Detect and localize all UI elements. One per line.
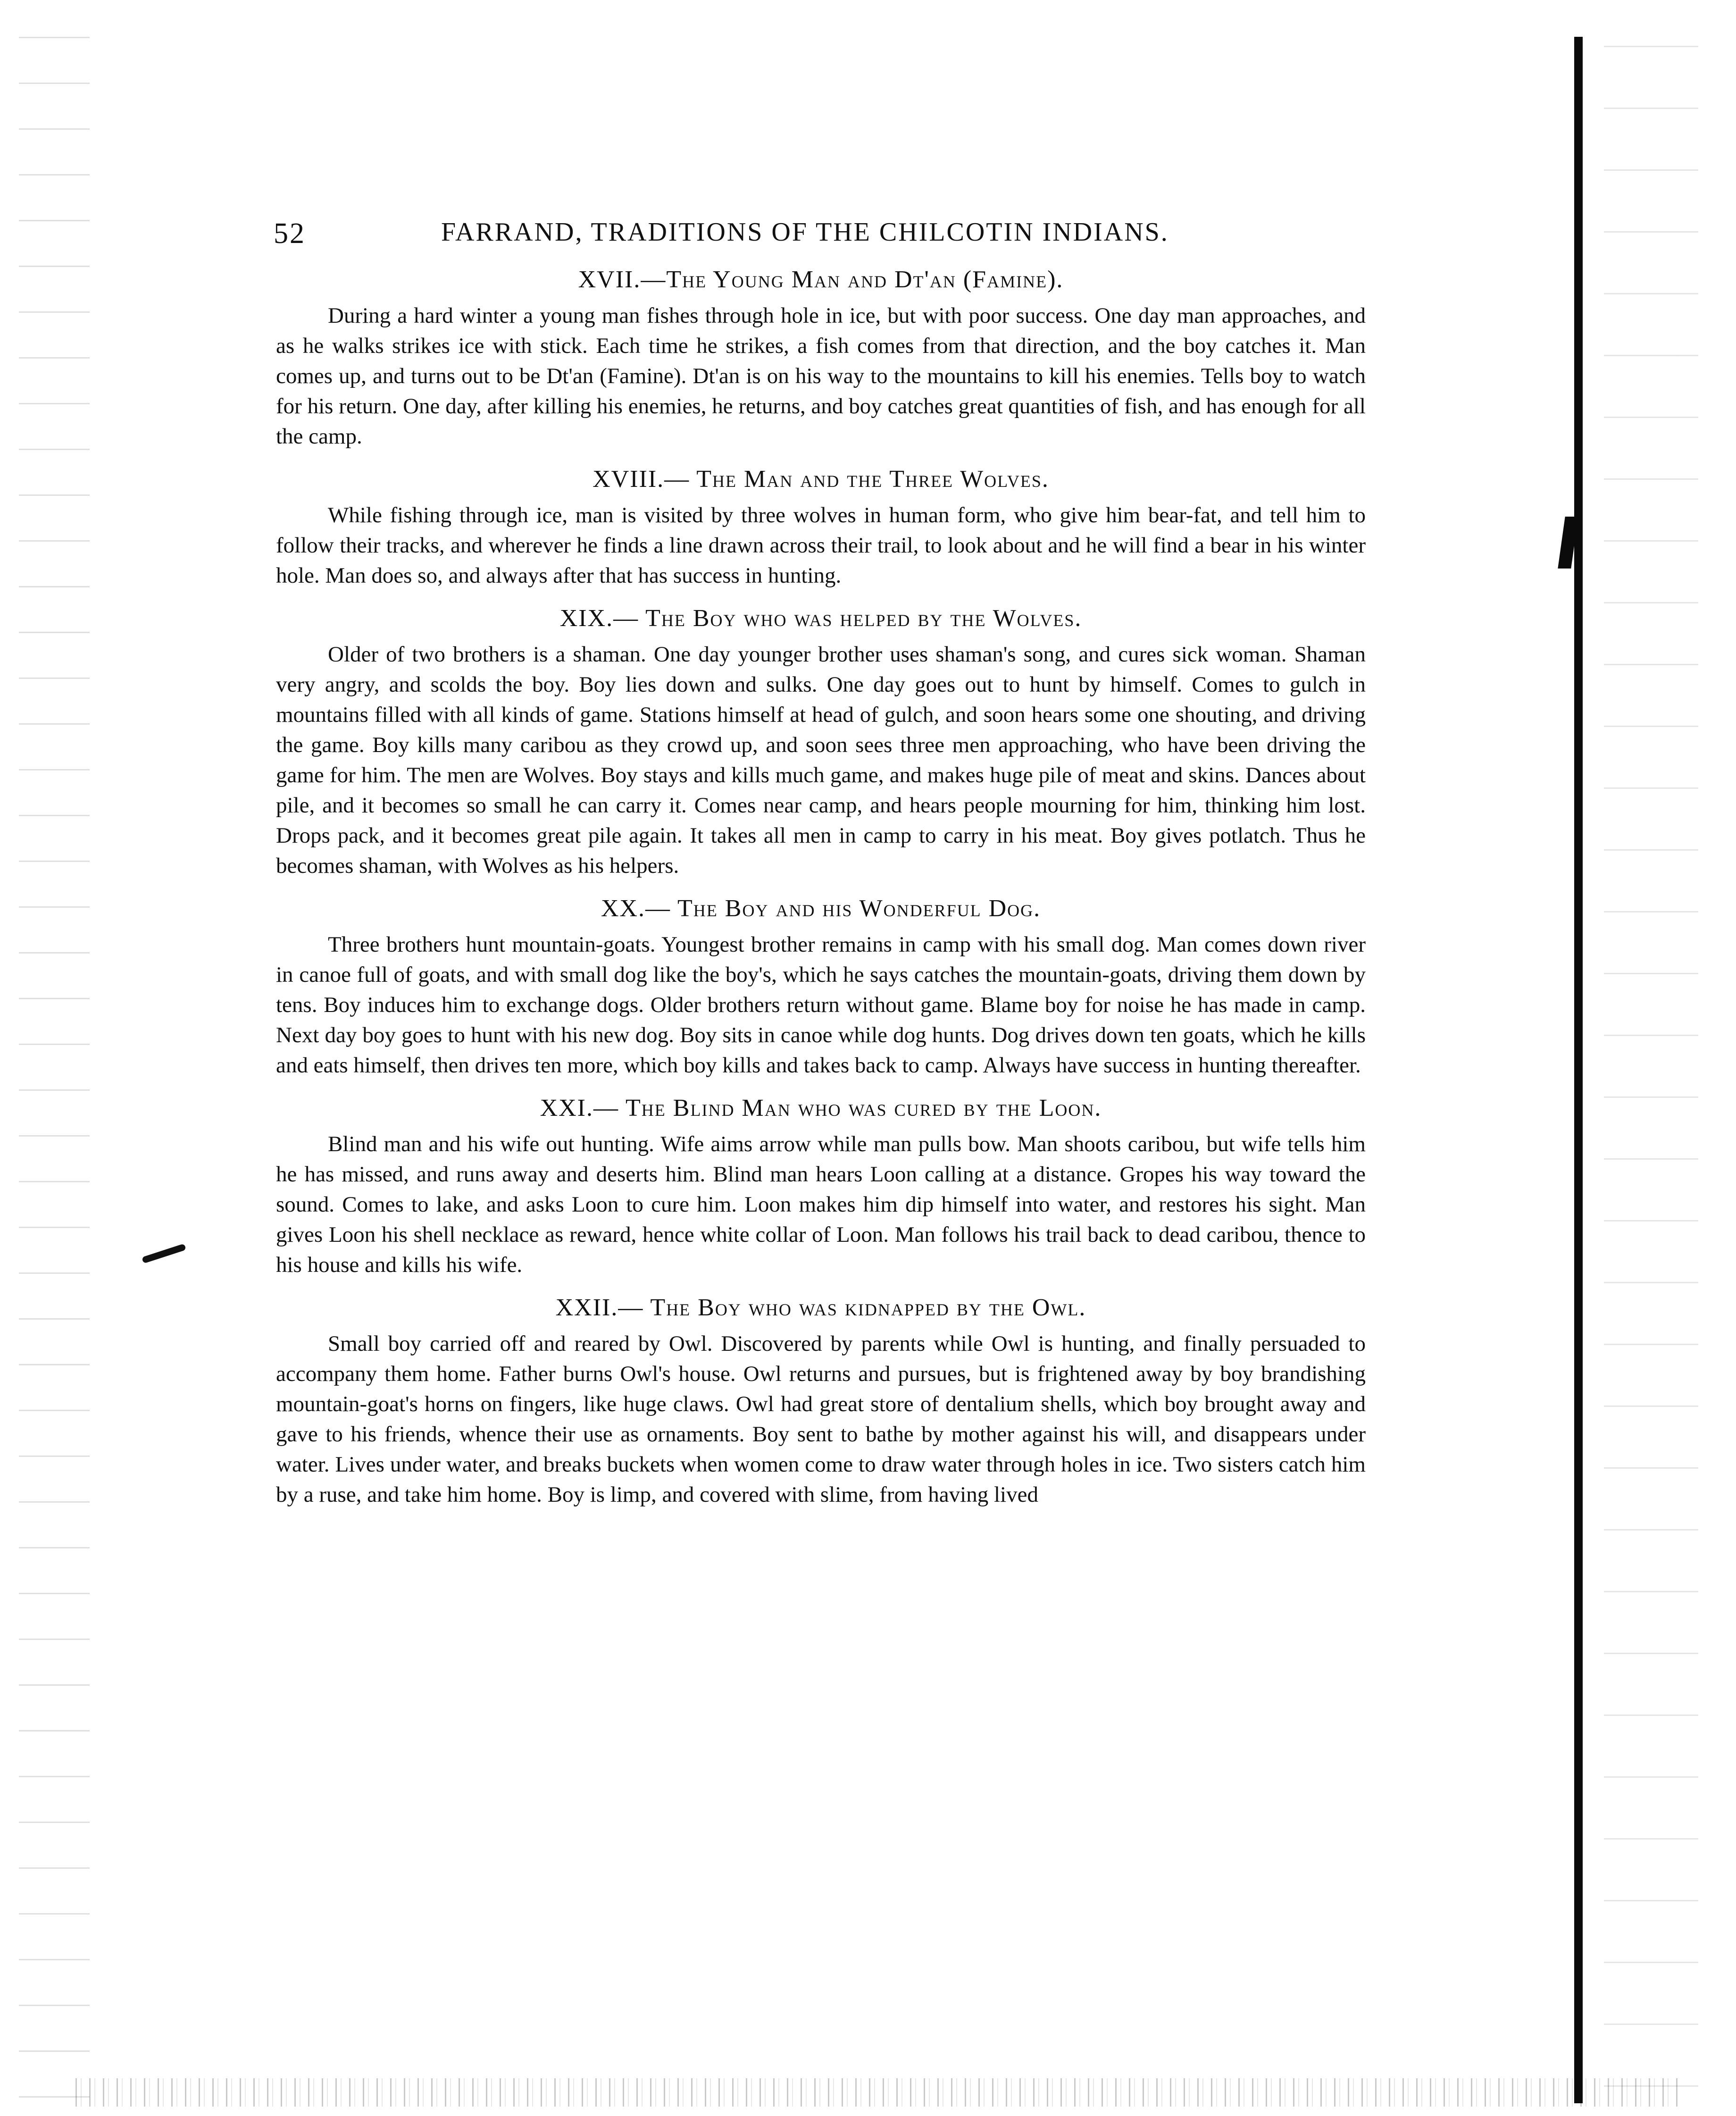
page-content [276, 217, 1366, 1522]
story-section [276, 264, 1366, 452]
story-section [276, 1093, 1366, 1280]
story-section [276, 1292, 1366, 1510]
story-body: Older of two brothers is a shaman. One day younger brother uses shaman's song, and cures sick woman. Shaman very angry, and scolds the boy. Boy lies down and sulks. One day goes out to hunt by himself. Comes to gulch in mountains filled with all kinds of game. Stations himself at head of gulch, and soon hears some one shouting, and driving the game. Boy kills many caribou as they crowd up, and soon sees three men approaching, who have been driving the game for him. The men are Wolves. Boy stays and kills much game, and makes huge pile of meat and skins. Dances about pile, and it becomes so small he can carry it. Comes near camp, and hears people mourning for him, thinking him lost. Drops pack, and it becomes great pile again. It takes all men in camp to carry in his meat. Boy gives potlatch. Thus he becomes shaman, with Wolves as his helpers. [276, 642, 1366, 878]
story-title: XVIII.— The Man and the Three Wolves. [593, 466, 1049, 493]
story-body: Small boy carried off and reared by Owl. Discovered by parents while Owl is hunting, and finally persuaded to accompany them home. Father burns Owl's house. Owl returns and pursues, but is frightened away by boy brandishing mountain-goat's horns on fingers, like huge claws. Owl had great store of dentalium shells, which boy brought away and gave to his friends, whence their use as ornaments. Boy sent to bathe by mother against his will, and disappears under water. Lives under water, and breaks buckets when women come to draw water through holes in ice. Two sisters catch him by a ruse, and take him home. Boy is limp, and covered with slime, from having lived [276, 1331, 1366, 1507]
story-title: XIX.— The Boy who was helped by the Wolves. [559, 605, 1082, 632]
margin-pencil-mark [142, 1244, 186, 1264]
scan-edge-left [19, 19, 90, 2104]
scan-edge-bottom [75, 2078, 1679, 2107]
story-body: While fishing through ice, man is visited by three wolves in human form, who give him bear-fat, and tell him to follow their tracks, and wherever he finds a line drawn across their trail, to look about and he will find a bear in his winter hole. Man does so, and always after that has success in hunting. [276, 503, 1366, 588]
scan-edge-right [1604, 19, 1698, 2109]
story-title: XX.— The Boy and his Wonderful Dog. [601, 895, 1041, 922]
story-body: Three brothers hunt mountain-goats. Youngest brother remains in camp with his small dog. Man comes down river in canoe full of goats, and with small dog like the boy's, which he says catches the mountain-goats, driving them down by tens. Boy induces him to exchange dogs. Older brothers return without game. Blame boy for noise he has made in camp. Next day boy goes to hunt with his new dog. Boy sits in canoe while dog hunts. Dog drives down ten goats, which he kills and eats himself, then drives ten more, which boy kills and takes back to camp. Always have success in hunting thereafter. [276, 932, 1366, 1078]
story-section [276, 603, 1366, 881]
story-body: During a hard winter a young man fishes through hole in ice, but with poor success. One day man approaches, and as he walks strikes ice with stick. Each time he strikes, a fish comes from that direction, and the boy catches it. Man comes up, and turns out to be Dt'an (Famine). Dt'an is on his way to the mountains to kill his enemies. Tells boy to watch for his return. One day, after killing his enemies, he returns, and boy catches great quantities of fish, and has enough for all the camp. [276, 303, 1366, 449]
story-section [276, 464, 1366, 591]
story-title: XXI.— The Blind Man who was cured by the Loon. [540, 1095, 1102, 1121]
page-number: 52 [274, 217, 306, 250]
story-title: XXII.— The Boy who was kidnapped by the Owl. [555, 1294, 1086, 1321]
story-body: Blind man and his wife out hunting. Wife aims arrow while man pulls bow. Man shoots caribou, but wife tells him he has missed, and runs away and deserts him. Blind man hears Loon calling at a distance. Gropes his way toward the sound. Comes to lake, and asks Loon to cure him. Loon makes him dip himself into water, and restores his sight. Man gives Loon his shell necklace as reward, hence white collar of Loon. Man follows his trail back to dead caribou, thence to his house and kills his wife. [276, 1132, 1366, 1277]
story-section [276, 893, 1366, 1080]
running-head [276, 217, 1366, 264]
running-title: FARRAND, TRADITIONS OF THE CHILCOTIN INDIANS. [441, 217, 1169, 247]
story-title: XVII.—The Young Man and Dt'an (Famine). [578, 266, 1064, 293]
binding-rule [1574, 37, 1583, 2103]
